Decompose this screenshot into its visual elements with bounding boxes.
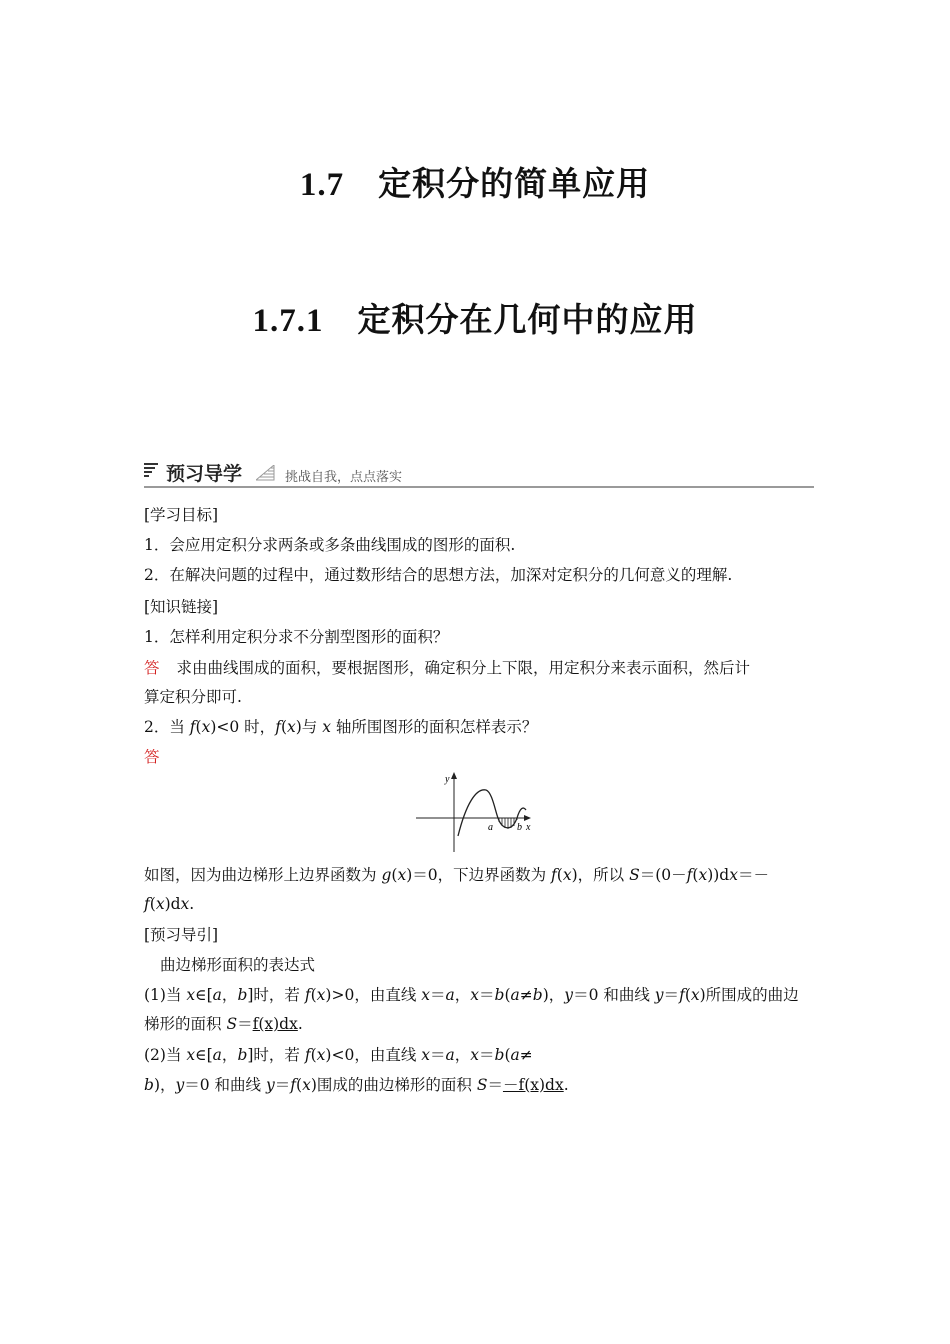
goal-item-1: 1．会应用定积分求两条或多条曲线围成的图形的面积. [144, 536, 516, 554]
answer-1-line-2: 算定积分即可. [144, 688, 242, 706]
question-1: 1．怎样利用定积分求不分割型图形的面积？ [144, 628, 449, 646]
explain-line-1: 如图，因为曲边梯形上边界函数为 g(x)＝0，下边界函数为 f(x)，所以 S＝(0－f(x))dx＝－ [144, 866, 769, 884]
case-1-line-2: 梯形的面积 S＝f(x)dx. [144, 1015, 303, 1033]
goals-header: [学习目标] [144, 506, 219, 524]
preview-header: [预习导引] [144, 926, 219, 944]
banner-rule [144, 486, 814, 488]
answer-label: 答 [144, 659, 160, 677]
case-1-line-1: (1)当 x∈[a，b]时，若 f(x)>0，由直线 x＝a，x＝b(a≠b)，y＝0 和曲线 y＝f(x)所围成的曲边 [144, 986, 799, 1004]
banner-slogan: 挑战自我，点点落实 [285, 470, 403, 485]
a-label: a [488, 822, 493, 833]
hatched-triangle-icon [256, 465, 276, 481]
curve-figure [414, 770, 538, 854]
stripes-icon [144, 463, 160, 479]
section-title [0, 158, 950, 205]
section-number: 1.7 [299, 167, 345, 203]
goal-item-2: 2．在解决问题的过程中，通过数形结合的思想方法，加深对定积分的几何意义的理解. [144, 566, 733, 584]
y-axis-label: y [445, 774, 450, 785]
answer-1-line-1 [144, 657, 750, 679]
subsection-title [0, 294, 950, 341]
subsection-number: 1.7.1 [252, 303, 324, 339]
preview-banner [144, 458, 814, 488]
section-title-text: 定积分的简单应用 [378, 164, 651, 203]
b-label: b [517, 822, 522, 833]
subsection-title-text: 定积分在几何中的应用 [357, 300, 698, 339]
explain-line-2: f(x)dx. [144, 895, 195, 913]
banner-label: 预习导学 [166, 463, 243, 485]
question-2: 2．当 f(x)<0 时，f(x)与 x 轴所围图形的面积怎样表示？ [144, 718, 538, 736]
case-2-line-1: (2)当 x∈[a，b]时，若 f(x)<0，由直线 x＝a，x＝b(a≠ [144, 1046, 533, 1064]
case-2-answer: －f(x)dx [502, 1076, 564, 1094]
case-1-answer: f(x)dx [252, 1015, 298, 1033]
case-2-line-2: b)，y＝0 和曲线 y＝f(x)围成的曲边梯形的面积 S＝－f(x)dx. [144, 1076, 569, 1094]
links-header: [知识链接] [144, 598, 219, 616]
answer-2-label: 答 [144, 748, 160, 766]
preview-subtitle: 曲边梯形面积的表达式 [160, 956, 316, 974]
answer-1-text: 求由曲线围成的面积，要根据图形，确定积分上下限，用定积分来表示面积，然后计 [176, 659, 750, 677]
x-axis-label: x [526, 822, 531, 833]
